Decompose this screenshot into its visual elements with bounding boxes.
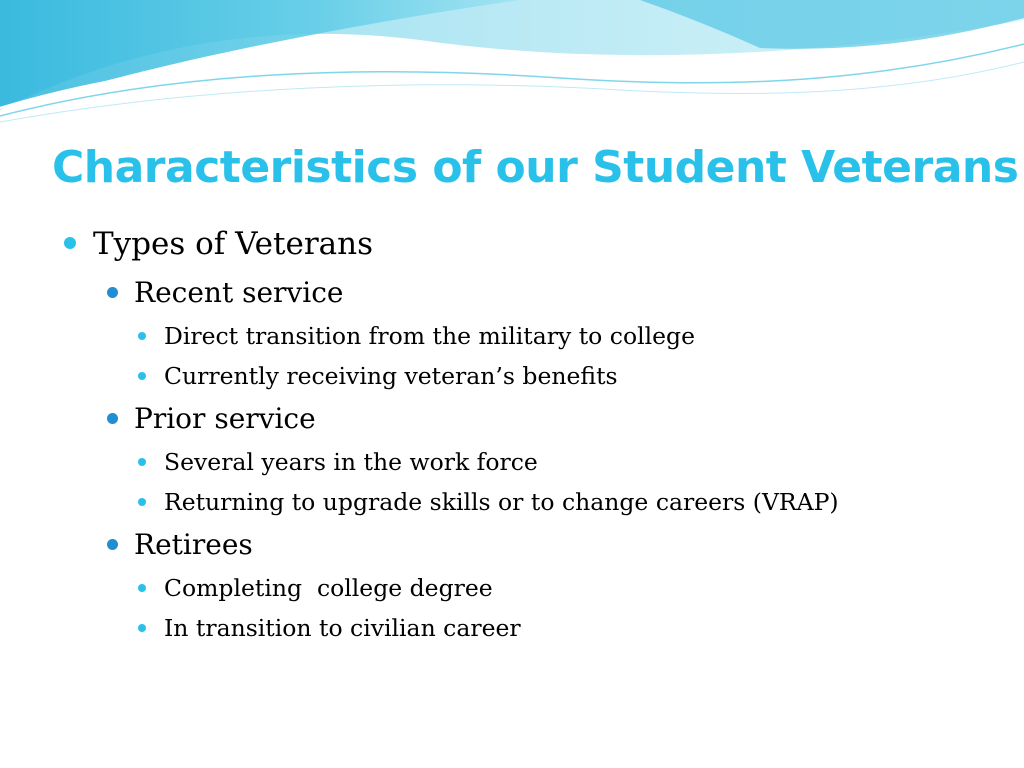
bullet-text: Retirees: [134, 528, 253, 561]
bullet-text: Currently receiving veteran’s benefits: [164, 362, 618, 390]
bullet-recent-service: [62, 272, 1002, 314]
bullet-types-of-veterans: [62, 222, 1002, 266]
bullet-dot-icon: [107, 539, 118, 550]
bullet-list: [62, 222, 1002, 649]
bullet-dot-icon: [138, 584, 146, 592]
bullet-text: Prior service: [134, 402, 316, 435]
bullet-dot-icon: [138, 624, 146, 632]
bullet-dot-icon: [107, 413, 118, 424]
bullet-dot-icon: [138, 372, 146, 380]
bullet-text: Types of Veterans: [93, 226, 373, 262]
sub-bullet: [62, 610, 1002, 646]
bullet-text: Direct transition from the military to college: [164, 322, 695, 350]
slide-title: Characteristics of our Student Veterans: [52, 142, 1019, 193]
bullet-prior-service: [62, 398, 1002, 440]
sub-bullet: [62, 318, 1002, 354]
bullet-text: Several years in the work force: [164, 448, 538, 476]
bullet-dot-icon: [138, 498, 146, 506]
bullet-retirees: [62, 524, 1002, 566]
bullet-text: Recent service: [134, 276, 344, 309]
bullet-dot-icon: [107, 287, 118, 298]
header-wave-decoration: [0, 0, 1024, 130]
bullet-dot-icon: [138, 332, 146, 340]
bullet-text: Returning to upgrade skills or to change careers (VRAP): [164, 488, 839, 516]
sub-bullet: [62, 358, 1002, 394]
wave-line-3: [0, 62, 1024, 122]
sub-bullet: [62, 570, 1002, 606]
bullet-dot-icon: [138, 458, 146, 466]
sub-bullet: [62, 484, 1002, 520]
bullet-text: Completing college degree: [164, 574, 493, 602]
sub-bullet: [62, 444, 1002, 480]
bullet-dot-icon: [64, 237, 76, 249]
bullet-text: In transition to civilian career: [164, 614, 521, 642]
